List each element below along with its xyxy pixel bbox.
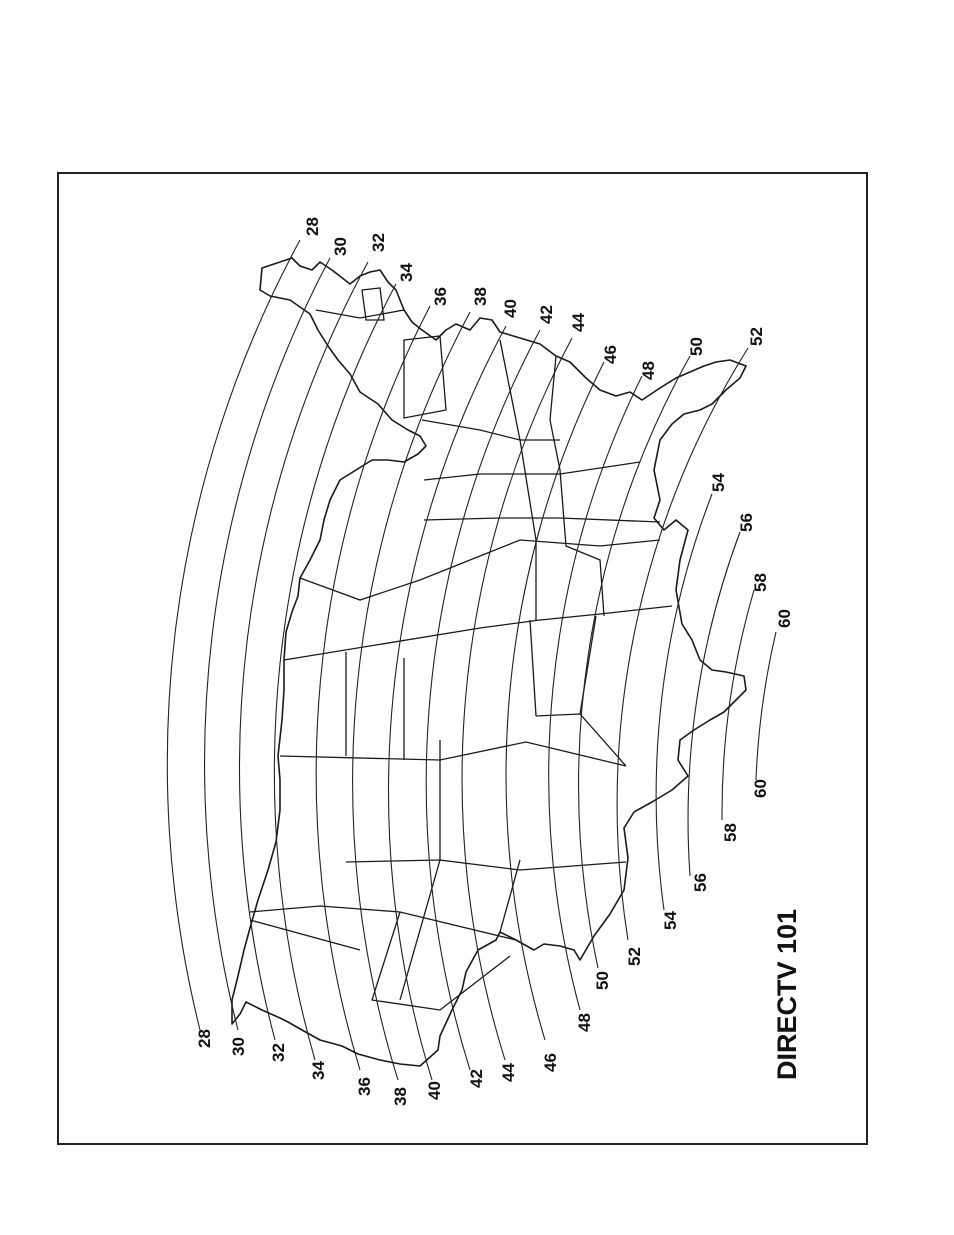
contour-label-bottom: 40 xyxy=(425,1081,444,1100)
contour-label-top: 58 xyxy=(751,573,770,592)
contour-label-top: 28 xyxy=(303,217,322,236)
contour-label-bottom: 34 xyxy=(309,1061,328,1080)
us-outline xyxy=(232,258,746,1066)
contour-label-bottom: 50 xyxy=(593,971,612,990)
contour-label-top: 38 xyxy=(471,287,490,306)
contour-label-top: 50 xyxy=(687,337,706,356)
contour-label-top: 36 xyxy=(431,287,450,306)
contour-label-top: 34 xyxy=(397,263,416,282)
contour-labels-top xyxy=(303,217,794,628)
us-border-outline xyxy=(232,258,746,1066)
contour-label-bottom: 42 xyxy=(467,1069,486,1088)
contour-label-bottom: 36 xyxy=(355,1077,374,1096)
contour-label-bottom: 58 xyxy=(721,823,740,842)
contour-label-bottom: 54 xyxy=(661,911,680,930)
map-title: DIRECTV 101 xyxy=(772,908,802,1080)
contour-label-top: 54 xyxy=(709,473,728,492)
contour-label-bottom: 32 xyxy=(269,1043,288,1062)
contour-label-bottom: 44 xyxy=(499,1063,518,1082)
contour-label-top: 40 xyxy=(501,299,520,318)
contour-label-bottom: 48 xyxy=(575,1013,594,1032)
contour-label-bottom: 56 xyxy=(691,873,710,892)
contour-label-bottom: 38 xyxy=(391,1087,410,1106)
contour-label-top: 32 xyxy=(369,233,388,252)
contour-label-top: 42 xyxy=(537,305,556,324)
contour-arcs xyxy=(167,240,776,1080)
contour-label-top: 56 xyxy=(737,513,756,532)
contour-label-top: 30 xyxy=(331,237,350,256)
contour-label-top: 60 xyxy=(775,609,794,628)
state-boundaries xyxy=(250,288,672,1010)
contour-label-top: 44 xyxy=(569,313,588,332)
contour-label-bottom: 46 xyxy=(541,1053,560,1072)
contour-label-bottom: 52 xyxy=(625,947,644,966)
contour-label-top: 52 xyxy=(747,327,766,346)
contour-label-bottom: 30 xyxy=(229,1037,248,1056)
contour-labels-bottom xyxy=(195,779,770,1106)
contour-label-top: 48 xyxy=(639,361,658,380)
contour-label-bottom: 60 xyxy=(751,779,770,798)
contour-label-bottom: 28 xyxy=(195,1029,214,1048)
contour-label-top: 46 xyxy=(601,345,620,364)
